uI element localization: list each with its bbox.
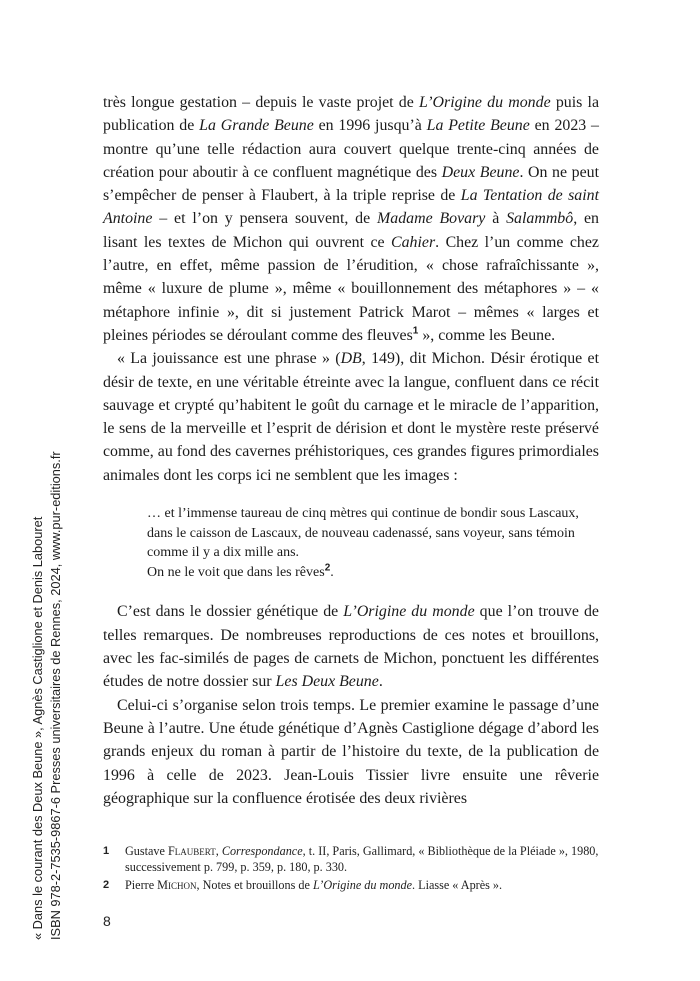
text-run: très longue gestation – depuis le vaste projet de (103, 94, 419, 111)
main-text (103, 91, 599, 810)
text-run: . On ne peut s’empêcher de penser à Flaubert, à la triple reprise de (103, 163, 600, 205)
block-quote (147, 504, 599, 582)
title-ref: La Petite Beune (426, 117, 530, 135)
text-run: à (485, 210, 507, 228)
paragraph-2 (103, 347, 599, 487)
quote-line: … et l’immense taureau de cinq mètres qui continue de bondir sous Lascaux, (147, 506, 579, 522)
copyright-sidebar (8, 420, 68, 940)
text-run: – et l’on y pensera souvent, de (152, 210, 378, 228)
title-ref: Cahier (391, 233, 436, 251)
text-run: , (215, 844, 222, 858)
footnote-ref-1[interactable]: 1 (412, 325, 419, 337)
text-run: . Chez l’un comme chez l’autre, en effet, même passion de l’érudition, « chose rafraîchissante », même « luxure de plume », même « bouillonnement des métaphores » – « métaphore infinie », dit si justement Patrick Marot – mêmes « larges et pleines périodes se déroulant comme des fleuves (103, 233, 599, 344)
text-run: , en lisant les textes de Michon qui ouvrent ce (103, 210, 599, 251)
text-run: Celui-ci s’organise selon trois temps. Le premier examine le passage d’une Beune à l’autre. Une étude génétique d’Agnès Castiglione dégage d’abord les grands enjeux du roman à partir de l’histoire du texte, de la publication de 1996 à celle de 2023. Jean-Louis Tissier livre ensuite une rêverie géographique sur la confluence érotisée des deux rivières (103, 696, 599, 807)
text-run: , t. II, Paris, Gallimard, « Bibliothèque de la Pléiade », 1980, successivement p. 799, p. 359, p. 180, p. 330. (125, 844, 599, 874)
quote-text: On ne le voit que dans les rêves (147, 564, 325, 580)
work-title: L’Origine du monde (312, 878, 413, 892)
paragraph-4 (103, 694, 599, 810)
abbrev-ref: DB (340, 350, 362, 368)
title-ref: Deux Beune (441, 163, 520, 181)
title-ref: L’Origine du monde (343, 603, 475, 621)
text-run: que l’on trouve de telles remarques. De nombreuses reproductions de ces notes et brouillons, avec les fac-similés de pages de carnets de Michon, ponctuent les différentes études de notre dossier sur (103, 603, 599, 691)
paragraph-3 (103, 600, 599, 693)
work-title: Correspondance (221, 844, 303, 858)
text-run: . (378, 673, 383, 691)
author-first: Pierre (125, 878, 158, 892)
text-run: . Liasse « Après ». (412, 878, 503, 892)
footnote-number: 2 (103, 879, 110, 891)
author-last: Flaubert (167, 844, 216, 858)
footnote-1 (103, 843, 599, 875)
text-run: , 149), dit Michon. Désir érotique et désir de texte, en une véritable étreinte avec la langue, confluent dans ce récit sauvage et crypté qu’habitent le goût du carnage et le miracle de l’apparition, le sens de la merveille et l’esprit de dérision et dont le mystère reste préservé comme, au fond des cavernes préhistoriques, ces grandes figures primordiales animales dont les corps ici ne semblent que les images : (103, 350, 599, 484)
citation-line: « Dans le courant des Deux Beune », Agnès Castiglione et Denis Labouret (30, 516, 45, 940)
text-run: puis la publication de (103, 94, 600, 135)
footnote-ref-2[interactable]: 2 (324, 562, 331, 574)
text-run: en 1996 jusqu’à (313, 117, 427, 135)
quote-line (147, 563, 599, 583)
footnote-number: 1 (103, 845, 110, 857)
title-ref: Les Deux Beune (275, 673, 379, 691)
author-first: Gustave (125, 844, 168, 858)
quote-text: . (330, 564, 334, 580)
title-ref: Madame Bovary (377, 210, 486, 228)
text-run: « La jouissance est une phrase » ( (117, 350, 341, 368)
text-run: en 2023 – montre qu’une telle rédaction aura couvert quelque trente-cinq années de création pour aboutir à ce confluent magnétique des (103, 117, 599, 181)
title-ref: Salammbô (506, 210, 574, 228)
isbn-publisher-line: ISBN 978-2-7535-9867-6 Presses universitaires de Rennes, 2024, www.pur-editions.fr (48, 451, 63, 940)
quote-line: comme il y a dix mille ans. (147, 545, 300, 561)
quote-line: dans le caisson de Lascaux, de nouveau cadenassé, sans voyeur, sans témoin (147, 525, 575, 541)
text-run: », comme les Beune. (418, 326, 556, 344)
title-ref: L’Origine du monde (419, 94, 551, 111)
footnotes (103, 843, 599, 895)
title-ref: La Grande Beune (199, 117, 314, 135)
page-number: 8 (103, 913, 111, 929)
author-last: Michon (157, 878, 197, 892)
text-run: , Notes et brouillons de (196, 878, 313, 892)
footnote-2 (103, 877, 599, 893)
text-run: C’est dans le dossier génétique de (117, 603, 344, 621)
title-ref: La Tentation de saint Antoine (103, 187, 600, 228)
paragraph-1 (103, 91, 599, 347)
